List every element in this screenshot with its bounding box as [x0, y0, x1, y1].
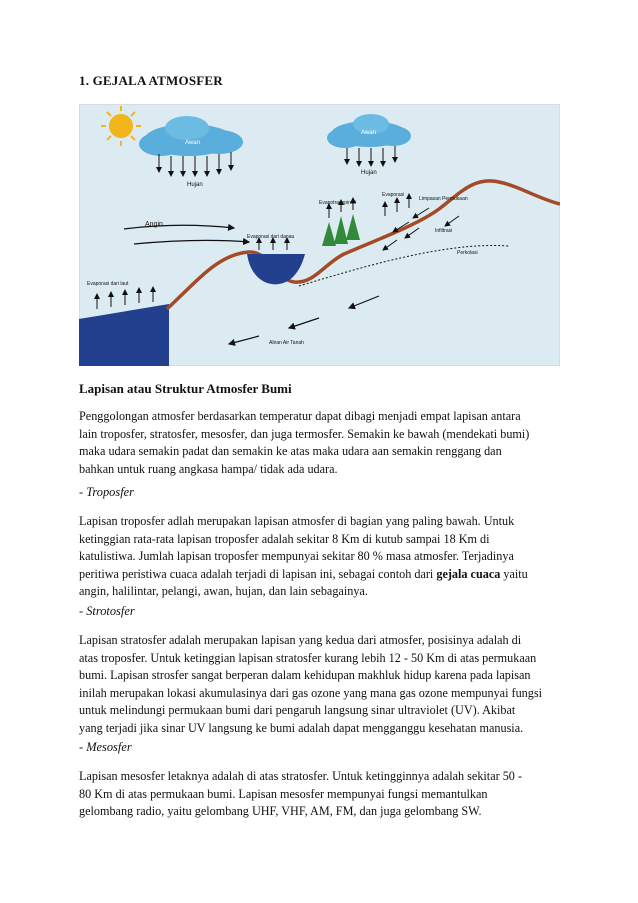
label-evapotranspirasi: Evapotranspirasi [319, 200, 357, 206]
label-evaporasi-danau: Evaporasi dari danau [247, 234, 295, 240]
troposfer-line: angin, halilintar, pelangi, awan, hujan, dan lain sebagainya. [79, 584, 368, 599]
weather-text-before: peritiwa peristiwa cuaca adalah terjadi di lapisan ini, sebagai contoh dari [79, 566, 437, 581]
label-evaporasi-laut: Evaporasi dari laut [87, 281, 129, 287]
weather-text-after: yaitu [500, 566, 528, 581]
mesosfer-paragraph [79, 768, 564, 821]
stratosfer-line: bumi. Lapisan strosfer sangat berperan dalam kehidupan makhluk hidup karena pada lapisan [79, 668, 531, 683]
troposfer-line: ketinggian rata-rata lapisan troposfer adalah sekitar 8 Km di kutub sampai 18 Km di [79, 531, 490, 546]
stratosfer-line: untuk melindungi permukaan bumi dari pengaruh langsung sinar ultraviolet (UV). Akibat [79, 703, 516, 718]
troposfer-label: - Troposfer [79, 485, 134, 499]
troposfer-line-weather [79, 566, 564, 584]
troposfer-line: katulistiwa. Jumlah lapisan troposfer mempunyai sekitar 80 % masa atmosfer. Terjadinya [79, 549, 514, 564]
troposfer-paragraph [79, 513, 564, 601]
label-awan-right: Awan [361, 130, 376, 136]
stratosfer-label: - Strotosfer [79, 604, 135, 618]
stratosfer-line: atas troposfer. Untuk ketinggian lapisan stratosfer kurang lebih 12 - 50 Km di atas permukaan [79, 650, 537, 665]
intro-line: bahkan untuk ruang angkasa hampa/ tidak ada udara. [79, 461, 338, 476]
label-perkolasi: Perkolasi [457, 250, 478, 256]
water-cycle-figure [79, 104, 560, 366]
label-aliran-air-tanah: Aliran Air Tanah [269, 340, 304, 346]
stratosfer-line: Lapisan stratosfer adalah merupakan lapisan yang kedua dari atmosfer, posisinya adalah di [79, 633, 522, 647]
label-hujan-left: Hujan [187, 182, 203, 188]
intro-line: Penggolongan atmosfer berdasarkan temperatur dapat dibagi menjadi empat lapisan antara [79, 409, 521, 423]
mesosfer-label: - Mesosfer [79, 740, 132, 754]
label-angin: Angin [145, 221, 163, 228]
stratosfer-paragraph [79, 632, 564, 738]
intro-line: maka udara semakin padat dan semakin ke atas maka udara aan semakin renggang dan [79, 444, 502, 459]
weather-link-bold: gejala cuaca [436, 566, 501, 581]
stratosfer-line: yang terjadi jika sinar UV langsung ke bumi adalah dapat mengganggu kesehatan manusia. [79, 720, 524, 735]
structure-subheading: Lapisan atau Struktur Atmosfer Bumi [79, 381, 292, 396]
mesosfer-line: Lapisan mesosfer letaknya adalah di atas stratosfer. Untuk ketingginnya adalah sekitar 50 - [79, 769, 523, 783]
label-limpasan: Limpasan Permukaan [419, 196, 468, 202]
section-heading: 1. GEJALA ATMOSFER [79, 73, 223, 88]
mesosfer-line: 80 Km di atas permukaan bumi. Lapisan mesosfer mempunyai fungsi memantulkan [79, 786, 488, 801]
troposfer-line: Lapisan troposfer adlah merupakan lapisan atmosfer di bagian yang paling bawah. Untuk [79, 514, 515, 528]
label-hujan-right: Hujan [361, 170, 377, 176]
label-evaporasi: Evaporasi [382, 192, 405, 198]
stratosfer-line: inilah merupakan lokasi akumulasinya dari gas ozone yang mana gas ozone mempunyai fungsi [79, 685, 542, 700]
label-awan-left: Awan [185, 140, 200, 146]
label-infiltrasi: Infiltrasi [435, 228, 453, 234]
intro-line: lain troposfer, stratosfer, mesosfer, dan juga termosfer. Semakin ke bawah (mendekati bumi) [79, 426, 530, 441]
intro-paragraph [79, 408, 564, 478]
mesosfer-line: gelombang radio, yaitu gelombang UHF, VHF, AM, FM, dan juga gelombang SW. [79, 804, 482, 819]
